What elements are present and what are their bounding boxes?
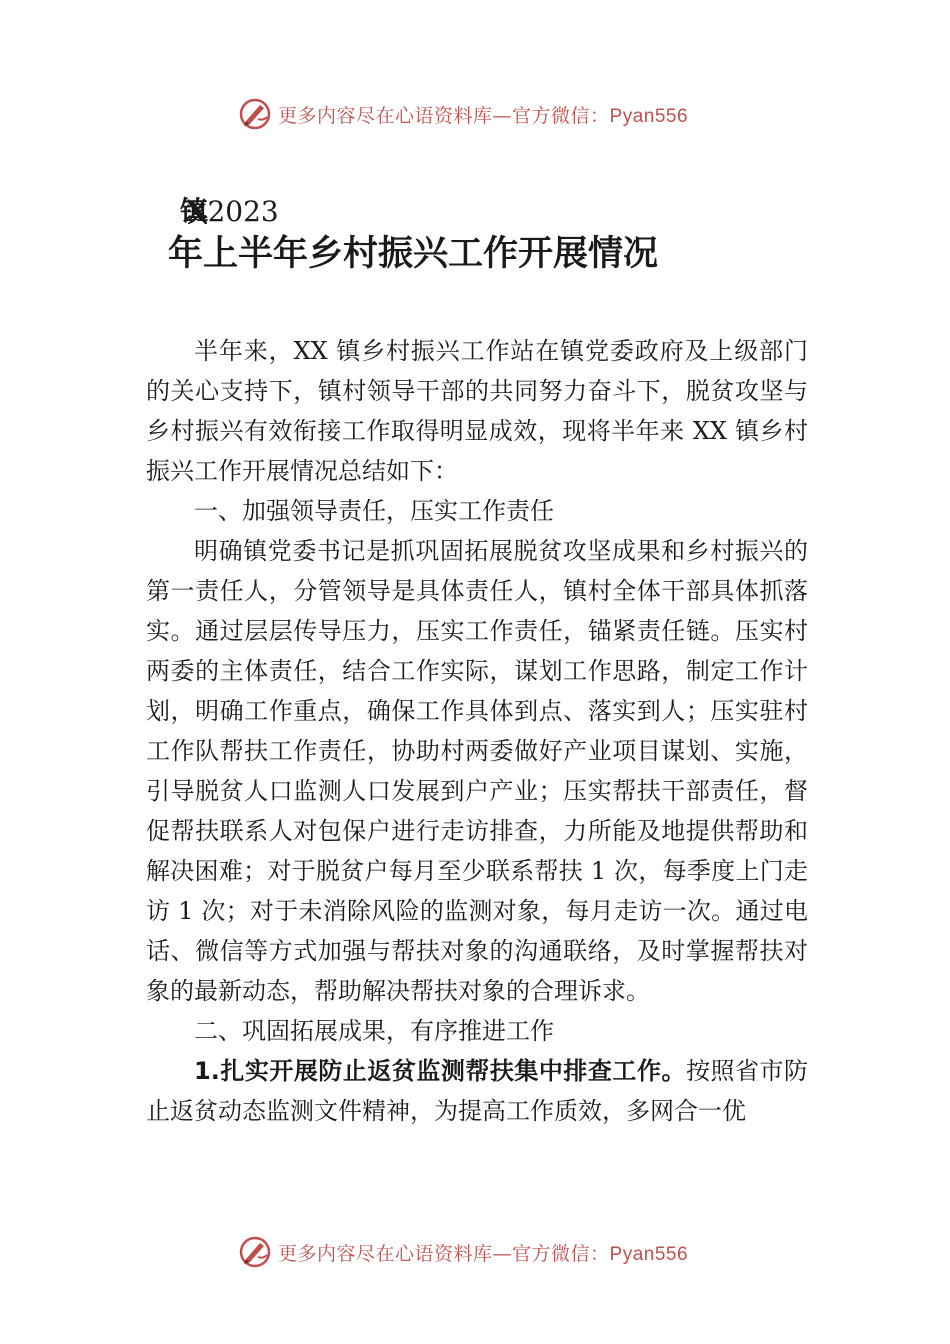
document-title-line1 [180, 196, 279, 228]
section-2-heading: 二、巩固拓展成果，有序推进工作 [194, 1017, 554, 1045]
document-title: 年上半年乡村振兴工作开展情况 [168, 233, 659, 274]
watermark-footer [238, 1234, 688, 1270]
title-overlap-chars: 镇XX [180, 195, 186, 228]
watermark-text: 更多内容尽在心语资料库—官方微信：Pyan556 [278, 1242, 689, 1265]
pen-logo-icon [238, 97, 272, 131]
section-2-item-1 [146, 1051, 808, 1131]
section-1-paragraph: 明确镇党委书记是抓巩固拓展脱贫攻坚成果和乡村振兴的第一责任人，分管领导是具体责任人，镇村全体干部具体抓落实。通过层层传导压力，压实工作责任，锚紧责任链。压实村两委的主体责任，结合工作实际，谋划工作思路，制定工作计划，明确工作重点，确保工作具体到点、落实到人；压实驻村工作队帮扶工作责任，协助村两委做好产业项目谋划、实施，引导脱贫人口监测人口发展到户产业；压实帮扶干部责任，督促帮扶联系人对包保户进行走访排查，力所能及地提供帮助和解决困难；对于脱贫户每月至少联系帮扶 1 次，每季度上门走访 1 次；对于未消除风险的监测对象，每月走访一次。通过电话、微信等方式加强与帮扶对象的沟通联络，及时掌握帮扶对象的最新动态，帮助解决帮扶对象的合理诉求。 [146, 537, 808, 1005]
title-year: 2023 [207, 195, 279, 228]
watermark-text: 更多内容尽在心语资料库—官方微信：Pyan556 [278, 104, 689, 127]
watermark-header [238, 96, 688, 132]
intro-paragraph: 半年来，XX 镇乡村振兴工作站在镇党委政府及上级部门的关心支持下，镇村领导干部的共同努力奋斗下，脱贫攻坚与乡村振兴有效衔接工作取得明显成效，现将半年来 XX 镇乡村振兴工作开展情况总结如下： [146, 337, 808, 485]
document-body [146, 331, 808, 1131]
item-1-lead: 1.扎实开展防止返贫监测帮扶集中排查工作。 [194, 1057, 686, 1085]
section-1-heading: 一、加强领导责任，压实工作责任 [194, 497, 554, 525]
item-1-text: 按照省市防止返贫动态监测文件精神，为提高工作质效，多网合一优 [146, 1057, 808, 1125]
pen-logo-icon [238, 1235, 272, 1269]
